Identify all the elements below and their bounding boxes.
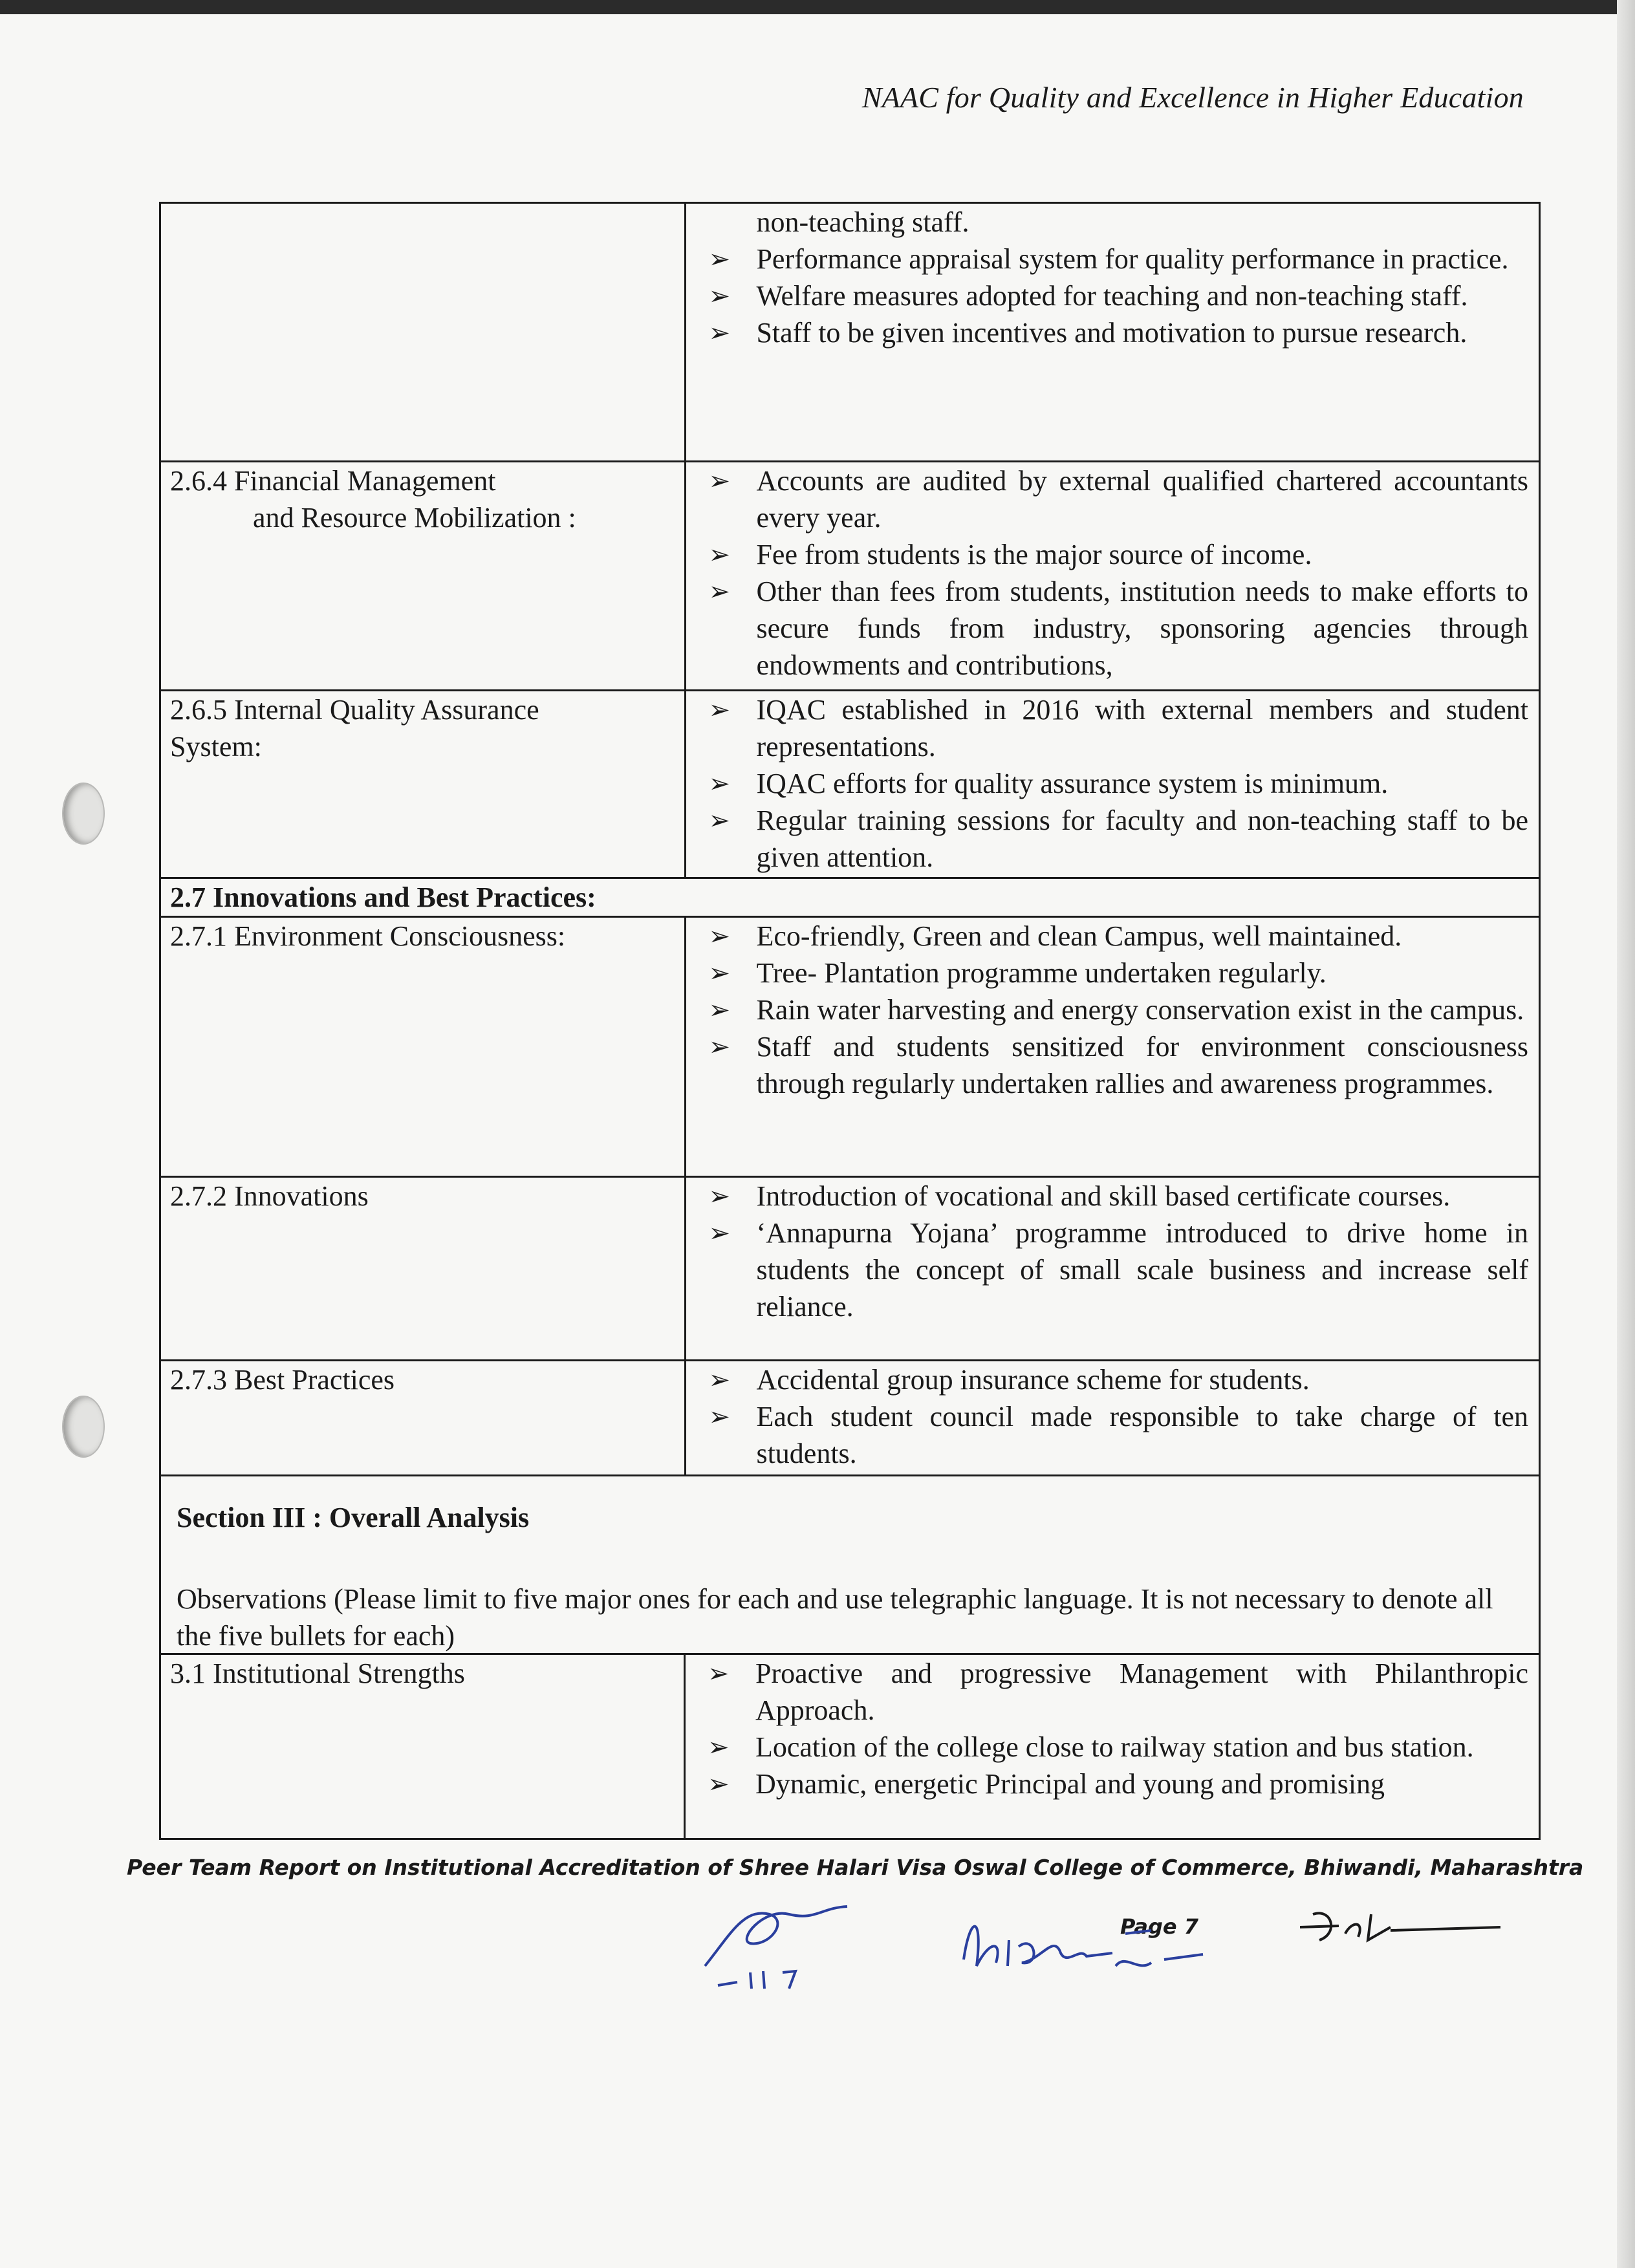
- list-item-text: IQAC established in 2016 with external members and student representations.: [756, 694, 1528, 762]
- bullet-list: [706, 1178, 1528, 1325]
- page-header-title: NAAC for Quality and Excellence in Higher Education: [861, 81, 1524, 114]
- list-item: [706, 1028, 1528, 1102]
- bullet-list: [706, 918, 1528, 1102]
- table-row: [160, 1361, 1540, 1476]
- arrowhead-bullet-icon: ➢: [708, 922, 730, 951]
- row-content: [686, 691, 1540, 878]
- strengths-table: [159, 1653, 1541, 1840]
- arrowhead-bullet-icon: ➢: [708, 769, 730, 798]
- list-item: [706, 765, 1528, 802]
- list-item: [706, 802, 1528, 876]
- row-label-line: 2.6.4 Financial Management: [170, 465, 496, 497]
- list-item: [706, 1361, 1528, 1398]
- arrowhead-bullet-icon: ➢: [707, 1769, 730, 1798]
- signature-1: [692, 1895, 854, 1992]
- list-item: [706, 918, 1528, 955]
- list-item-text: Regular training sessions for faculty and non-teaching staff to be given attention.: [756, 805, 1528, 873]
- list-item-text: Fee from students is the major source of income.: [756, 539, 1312, 570]
- continuation-text: non-teaching staff.: [756, 206, 969, 238]
- list-item-text: Other than fees from students, institution needs to make efforts to secure funds from industry, sponsoring agencies through endowments and contributions,: [756, 576, 1528, 681]
- observations-note: Observations (Please limit to five major ones for each and use telegraphic language. It is not necessary to denote all the five bullets for each): [177, 1583, 1493, 1652]
- list-item: [706, 691, 1528, 765]
- table-row: [160, 1654, 1540, 1839]
- row-content: [686, 1361, 1540, 1476]
- arrowhead-bullet-icon: ➢: [707, 1733, 730, 1762]
- list-item-text: ‘Annapurna Yojana’ programme introduced to drive home in students the concept of small scale business and increase self reliance.: [756, 1217, 1528, 1323]
- arrowhead-bullet-icon: ➢: [708, 281, 730, 310]
- row-label: [160, 1361, 686, 1476]
- list-item-text: Rain water harvesting and energy conservation exist in the campus.: [756, 994, 1524, 1026]
- list-item: [706, 1178, 1528, 1215]
- arrowhead-bullet-icon: ➢: [707, 1659, 730, 1688]
- page-number: Page 7: [1120, 1914, 1199, 1939]
- list-item-text: Performance appraisal system for quality performance in practice.: [756, 243, 1509, 275]
- row-label-line: and Resource Mobilization :: [253, 502, 576, 534]
- list-item: [706, 1398, 1528, 1472]
- arrowhead-bullet-icon: ➢: [708, 540, 730, 569]
- row-label-line: System:: [170, 731, 262, 762]
- overall-analysis-block: [159, 1471, 1541, 1653]
- row-label: [160, 203, 686, 462]
- arrowhead-bullet-icon: ➢: [708, 466, 730, 495]
- bullet-list: [706, 1361, 1528, 1472]
- bullet-list: [706, 691, 1528, 876]
- row-label-line: 2.6.5 Internal Quality Assurance: [170, 694, 539, 726]
- bullet-list: [705, 1655, 1528, 1802]
- row-content: [686, 1177, 1540, 1361]
- list-item: [705, 1655, 1528, 1729]
- row-label-line: 2.7.2 Innovations: [170, 1180, 369, 1212]
- row-label: [160, 691, 686, 878]
- scan-edge-top: [0, 0, 1635, 14]
- table-row: [160, 462, 1540, 691]
- row-label: [160, 1177, 686, 1361]
- table-row: [160, 203, 1540, 462]
- arrowhead-bullet-icon: ➢: [708, 958, 730, 988]
- list-item-text: Accidental group insurance scheme for students.: [756, 1364, 1310, 1396]
- arrowhead-bullet-icon: ➢: [708, 1365, 730, 1394]
- list-item-text: Accounts are audited by external qualified chartered accountants every year.: [756, 465, 1528, 534]
- row-content: [684, 1654, 1539, 1839]
- signature-2: [957, 1901, 1261, 1992]
- row-label-line: 2.7.3 Best Practices: [170, 1364, 395, 1396]
- list-item: [706, 314, 1528, 351]
- section-heading: Section III : Overall Analysis: [177, 1502, 530, 1533]
- list-item-text: Staff and students sensitized for environment consciousness through regularly undertaken rallies and awareness programmes.: [756, 1031, 1528, 1099]
- row-label: [160, 462, 686, 691]
- arrowhead-bullet-icon: ➢: [708, 1182, 730, 1211]
- list-item-text: Eco-friendly, Green and clean Campus, well maintained.: [756, 920, 1402, 952]
- list-item: [706, 573, 1528, 684]
- row-content: [686, 917, 1540, 1177]
- list-item-text: Dynamic, energetic Principal and young and promising: [755, 1768, 1385, 1800]
- signature-3: [1294, 1901, 1507, 1960]
- list-item: [706, 536, 1528, 573]
- page-footer: Peer Team Report on Institutional Accreditation of Shree Halari Visa Oswal College of Commerce, Bhiwandi, Maharashtra: [127, 1855, 1584, 1880]
- row-label-line: 3.1 Institutional Strengths: [170, 1658, 465, 1689]
- scan-edge-right: [1617, 0, 1635, 2268]
- arrowhead-bullet-icon: ➢: [708, 1402, 730, 1431]
- bullet-list: [706, 462, 1528, 684]
- row-content: [686, 462, 1540, 691]
- list-item-text: Location of the college close to railway station and bus station.: [755, 1731, 1474, 1763]
- arrowhead-bullet-icon: ➢: [708, 318, 730, 347]
- row-content: [686, 203, 1540, 462]
- list-item: [706, 277, 1528, 314]
- table-row: [160, 691, 1540, 878]
- list-item: [705, 1729, 1528, 1766]
- row-label-line: 2.7.1 Environment Consciousness:: [170, 920, 566, 952]
- list-item-text: Staff to be given incentives and motivation to pursue research.: [756, 317, 1467, 349]
- list-item-text: Welfare measures adopted for teaching and non-teaching staff.: [756, 280, 1468, 312]
- list-item: [706, 1215, 1528, 1325]
- list-item-text: Introduction of vocational and skill based certificate courses.: [756, 1180, 1451, 1212]
- list-item-text: IQAC efforts for quality assurance system is minimum.: [756, 768, 1389, 799]
- list-item-text: Tree- Plantation programme undertaken regularly.: [756, 957, 1326, 989]
- list-item-text: Proactive and progressive Management with Philanthropic Approach.: [755, 1658, 1528, 1726]
- list-item: [706, 955, 1528, 991]
- table-row: [160, 1177, 1540, 1361]
- arrowhead-bullet-icon: ➢: [708, 995, 730, 1024]
- list-item: [706, 991, 1528, 1028]
- arrowhead-bullet-icon: ➢: [708, 1218, 730, 1247]
- punch-hole-lower: [62, 1396, 105, 1458]
- bullet-list: [706, 241, 1528, 351]
- arrowhead-bullet-icon: ➢: [708, 1032, 730, 1061]
- table-row: [160, 878, 1540, 917]
- subsection-heading: 2.7 Innovations and Best Practices:: [160, 878, 1540, 917]
- punch-hole-upper: [62, 783, 105, 845]
- list-item: [706, 241, 1528, 277]
- evaluation-table: [159, 202, 1541, 1476]
- list-item: [706, 462, 1528, 536]
- list-item: [705, 1766, 1528, 1802]
- table-row: [160, 917, 1540, 1177]
- arrowhead-bullet-icon: ➢: [708, 806, 730, 835]
- arrowhead-bullet-icon: ➢: [708, 577, 730, 606]
- row-label: [160, 917, 686, 1177]
- arrowhead-bullet-icon: ➢: [708, 695, 730, 724]
- arrowhead-bullet-icon: ➢: [708, 244, 730, 274]
- list-item-text: Each student council made responsible to take charge of ten students.: [756, 1401, 1528, 1469]
- row-label: [160, 1654, 685, 1839]
